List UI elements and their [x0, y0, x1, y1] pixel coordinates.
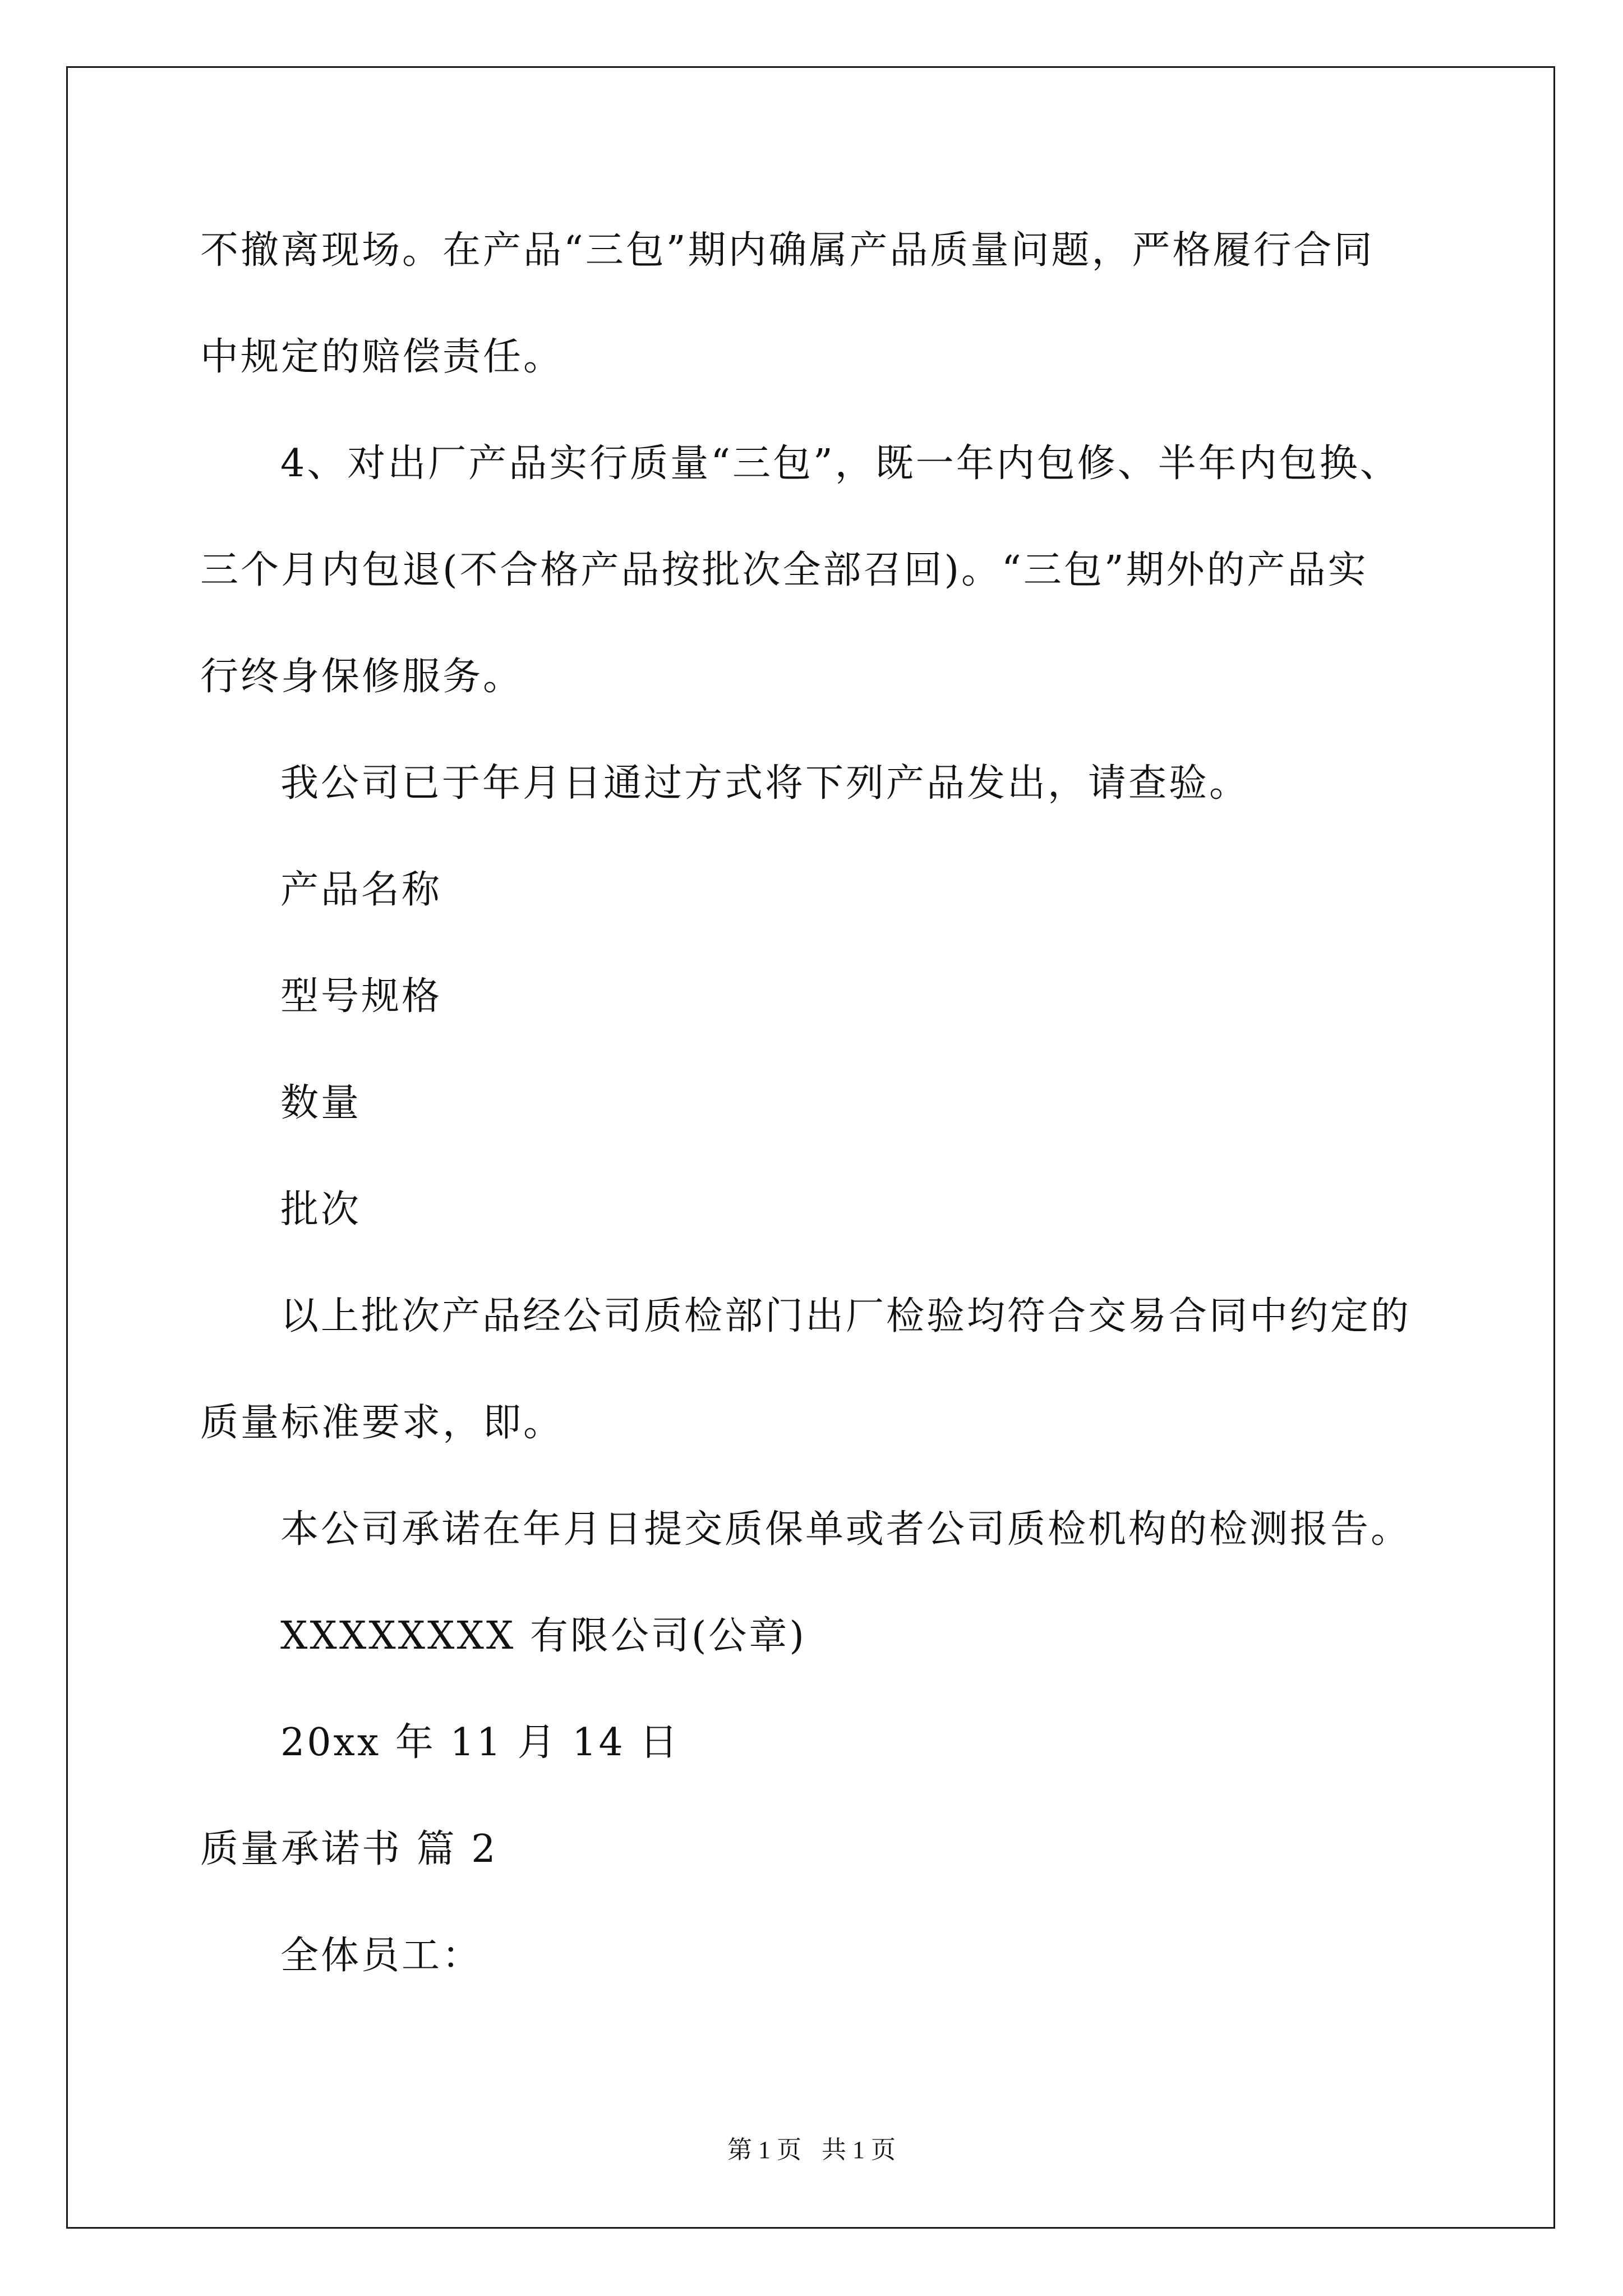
company-signature: XXXXXXXX 有限公司(公章) — [280, 1614, 806, 1658]
page-border — [66, 66, 1555, 2229]
page-footer — [0, 2134, 1623, 2166]
paragraph-line-12: 质量标准要求，即。 — [200, 1401, 564, 1445]
field-label-model-spec: 型号规格 — [280, 974, 442, 1019]
signature-date: 20xx 年 11 月 14 日 — [280, 1720, 680, 1765]
section-heading: 质量承诺书 篇 2 — [200, 1827, 498, 1871]
field-label-product-name: 产品名称 — [280, 868, 442, 912]
paragraph-line-11: 以上批次产品经公司质检部门出厂检验均符合交易合同中约定的 — [280, 1294, 1412, 1338]
salutation: 全体员工： — [280, 1934, 483, 1978]
paragraph-line-2: 中规定的赔偿责任。 — [200, 335, 564, 379]
paragraph-line-13: 本公司承诺在年月日提交质保单或者公司质检机构的检测报告。 — [280, 1507, 1412, 1552]
paragraph-line-5: 行终身保修服务。 — [200, 655, 524, 699]
paragraph-line-6: 我公司已于年月日通过方式将下列产品发出，请查验。 — [280, 761, 1250, 806]
field-label-quantity: 数量 — [280, 1081, 362, 1125]
paragraph-line-1: 不撤离现场。在产品“三包”期内确属产品质量问题，严格履行合同 — [200, 228, 1375, 273]
field-label-batch: 批次 — [280, 1188, 362, 1232]
page-number-current: 第 1 页 — [727, 2136, 801, 2164]
page-number-total: 共 1 页 — [822, 2136, 896, 2164]
paragraph-line-4: 三个月内包退(不合格产品按批次全部召回)。“三包”期外的产品实 — [200, 548, 1368, 592]
paragraph-line-3: 4、对出厂产品实行质量“三包”，既一年内包修、半年内包换、 — [280, 441, 1400, 486]
